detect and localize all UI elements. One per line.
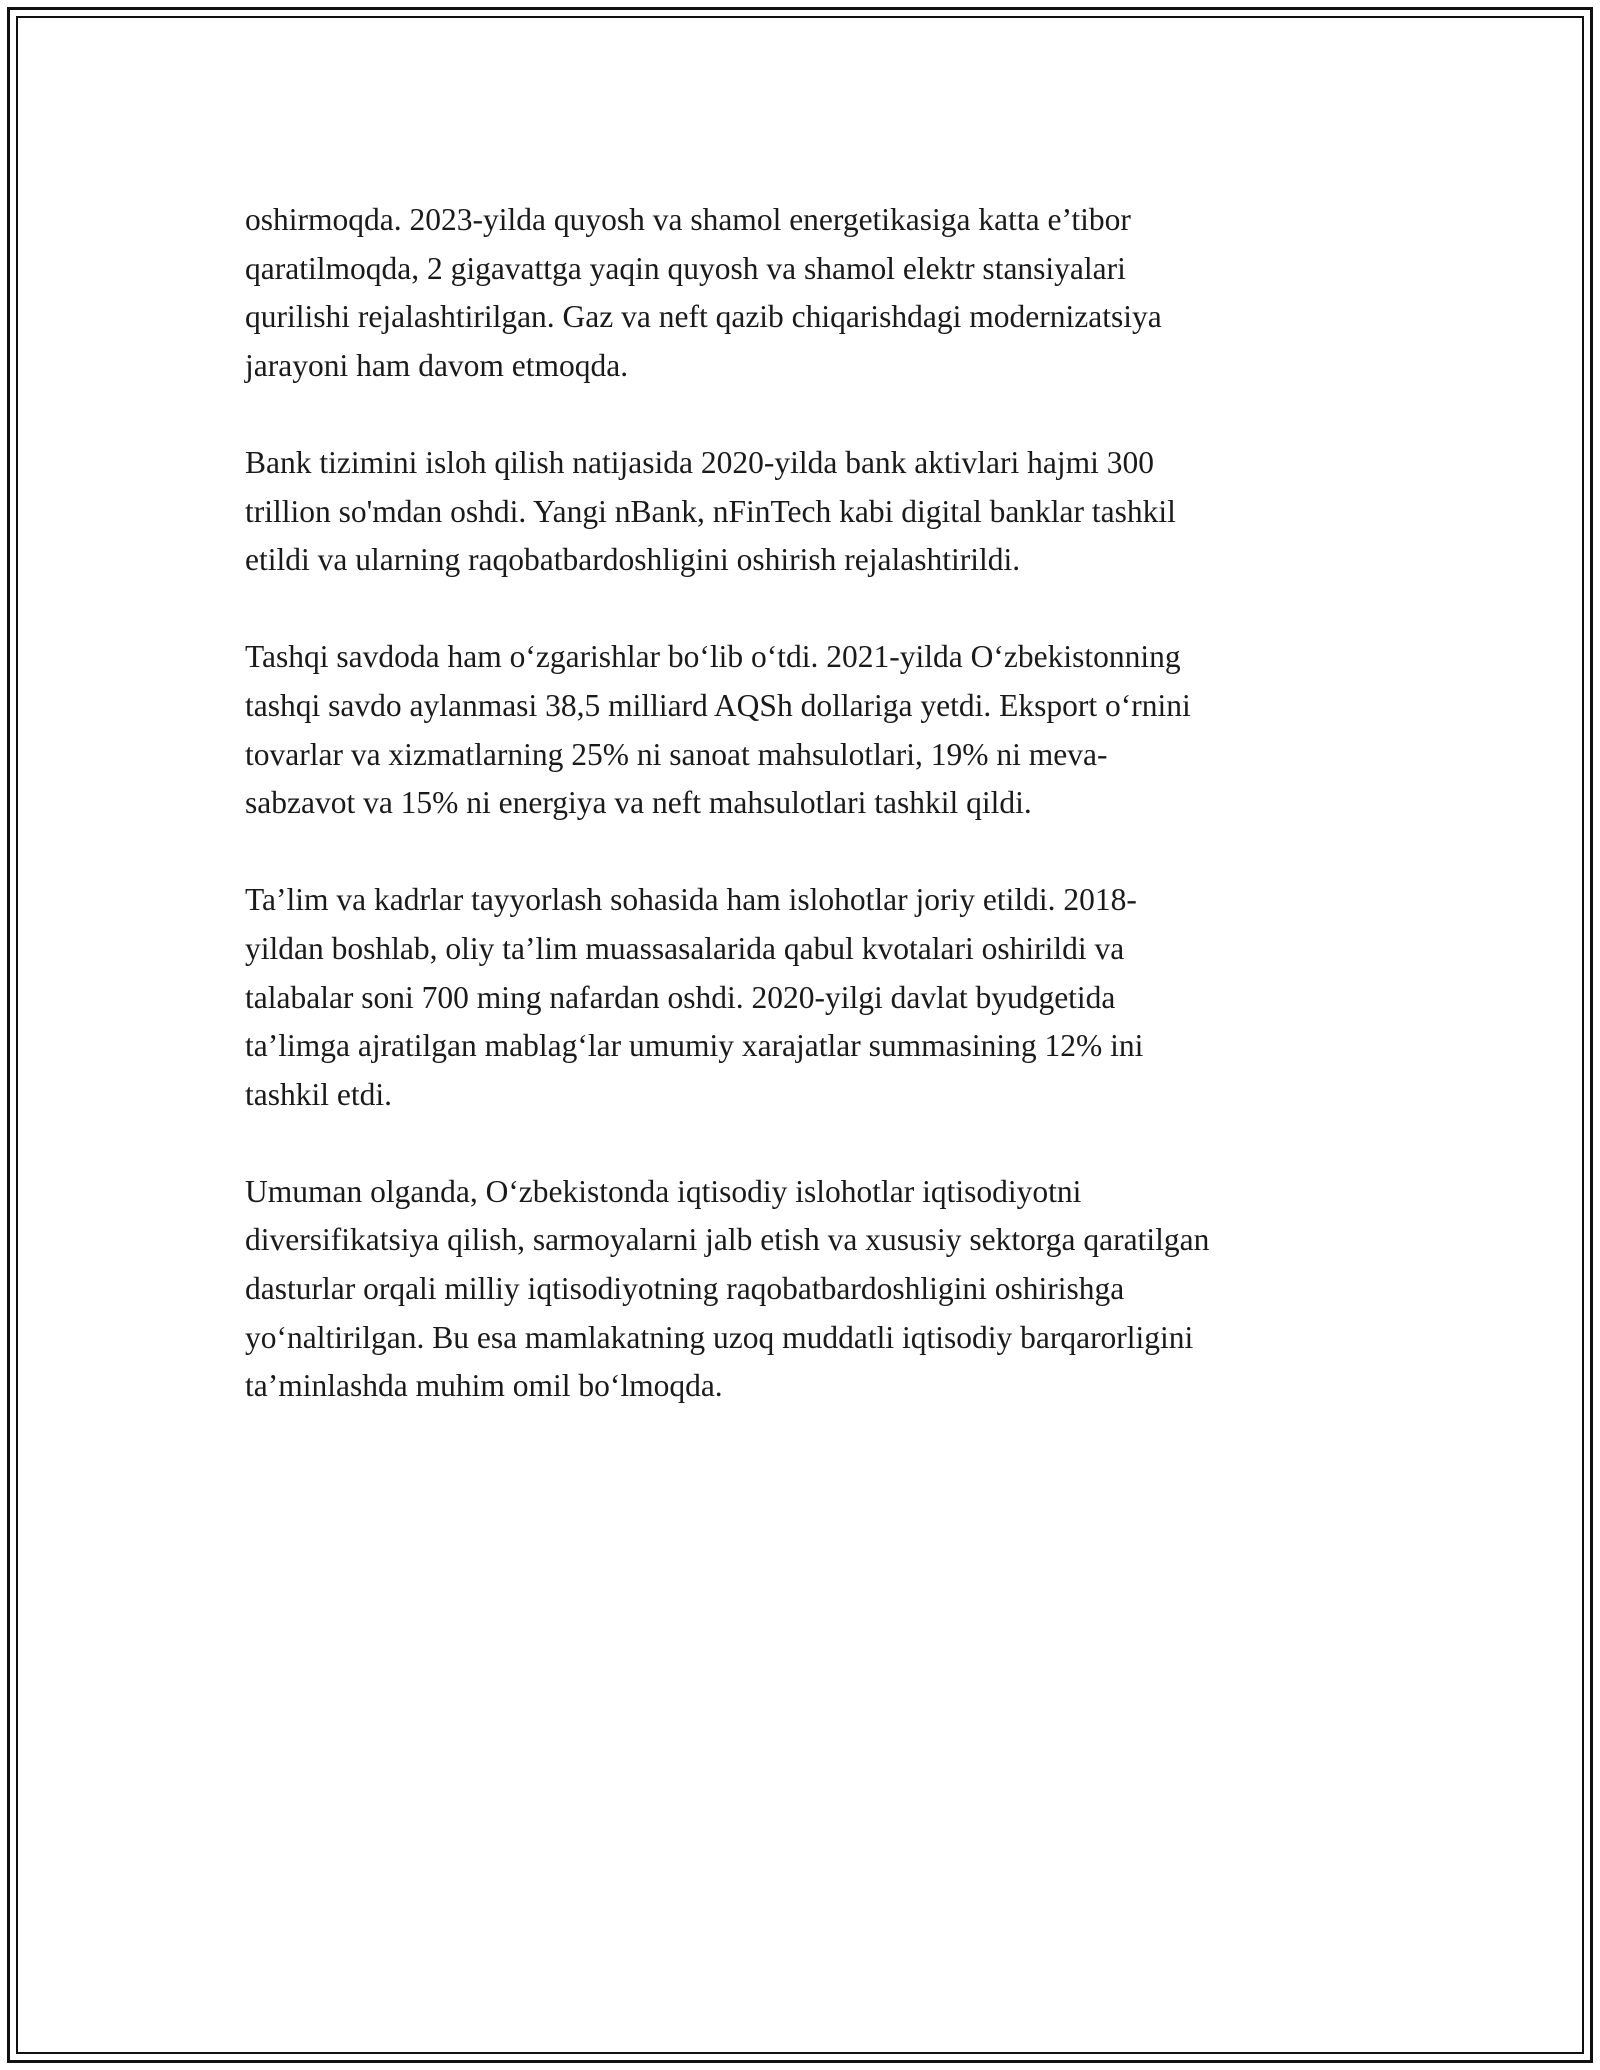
paragraph-banking (245, 439, 1405, 585)
text-line: Tashqi savdoda ham o‘zgarishlar bo‘lib o‘tdi. 2021-yilda O‘zbekistonning (245, 639, 1181, 675)
text-line: jarayoni ham davom etmoqda. (245, 347, 629, 383)
text-line: Umuman olganda, O‘zbekistonda iqtisodiy islohotlar iqtisodiyotni (245, 1173, 1082, 1209)
text-line: Ta’lim va kadrlar tayyorlash sohasida ham islohotlar joriy etildi. 2018- (245, 882, 1137, 918)
text-line: diversifikatsiya qilish, sarmoyalarni jalb etish va xususiy sektorga qaratilgan (245, 1222, 1210, 1258)
text-line: talabalar soni 700 ming nafardan oshdi. 2020-yilgi davlat byudgetida (245, 979, 1116, 1015)
text-line: qurilishi rejalashtirilgan. Gaz va neft qazib chiqarishdagi modernizatsiya (245, 299, 1162, 335)
text-line: sabzavot va 15% ni energiya va neft mahsulotlari tashkil qildi. (245, 785, 1032, 821)
text-line: yo‘naltirilgan. Bu esa mamlakatning uzoq muddatli iqtisodiy barqarorligini (245, 1319, 1194, 1355)
text-line: dasturlar orqali milliy iqtisodiyotning raqobatbardoshligini oshirishga (245, 1271, 1125, 1307)
document-body (245, 196, 1405, 1459)
paragraph-energy (245, 196, 1405, 390)
text-line: tovarlar va xizmatlarning 25% ni sanoat mahsulotlari, 19% ni meva- (245, 736, 1108, 772)
text-line: tashqi savdo aylanmasi 38,5 milliard AQSh dollariga yetdi. Eksport o‘rnini (245, 687, 1191, 723)
page-frame (7, 7, 1593, 2063)
text-line: etildi va ularning raqobatbardoshligini oshirish rejalashtirildi. (245, 542, 1021, 578)
text-line: oshirmoqda. 2023-yilda quyosh va shamol energetikasiga katta e’tibor (245, 202, 1131, 237)
paragraph-foreign-trade (245, 633, 1405, 827)
text-line: yildan boshlab, oliy ta’lim muassasalarida qabul kvotalari oshirildi va (245, 930, 1125, 966)
text-line: qaratilmoqda, 2 gigavattga yaqin quyosh va shamol elektr stansiyalari (245, 250, 1126, 286)
paragraph-conclusion (245, 1168, 1405, 1411)
text-line: ta’minlashda muhim omil bo‘lmoqda. (245, 1368, 723, 1404)
text-line: ta’limga ajratilgan mablag‘lar umumiy xarajatlar summasining 12% ini (245, 1028, 1144, 1064)
text-line: trillion so'mdan oshdi. Yangi nBank, nFinTech kabi digital banklar tashkil (245, 493, 1176, 529)
text-line: tashkil etdi. (245, 1076, 392, 1112)
text-line: Bank tizimini isloh qilish natijasida 2020-yilda bank aktivlari hajmi 300 (245, 444, 1154, 480)
paragraph-education (245, 876, 1405, 1119)
